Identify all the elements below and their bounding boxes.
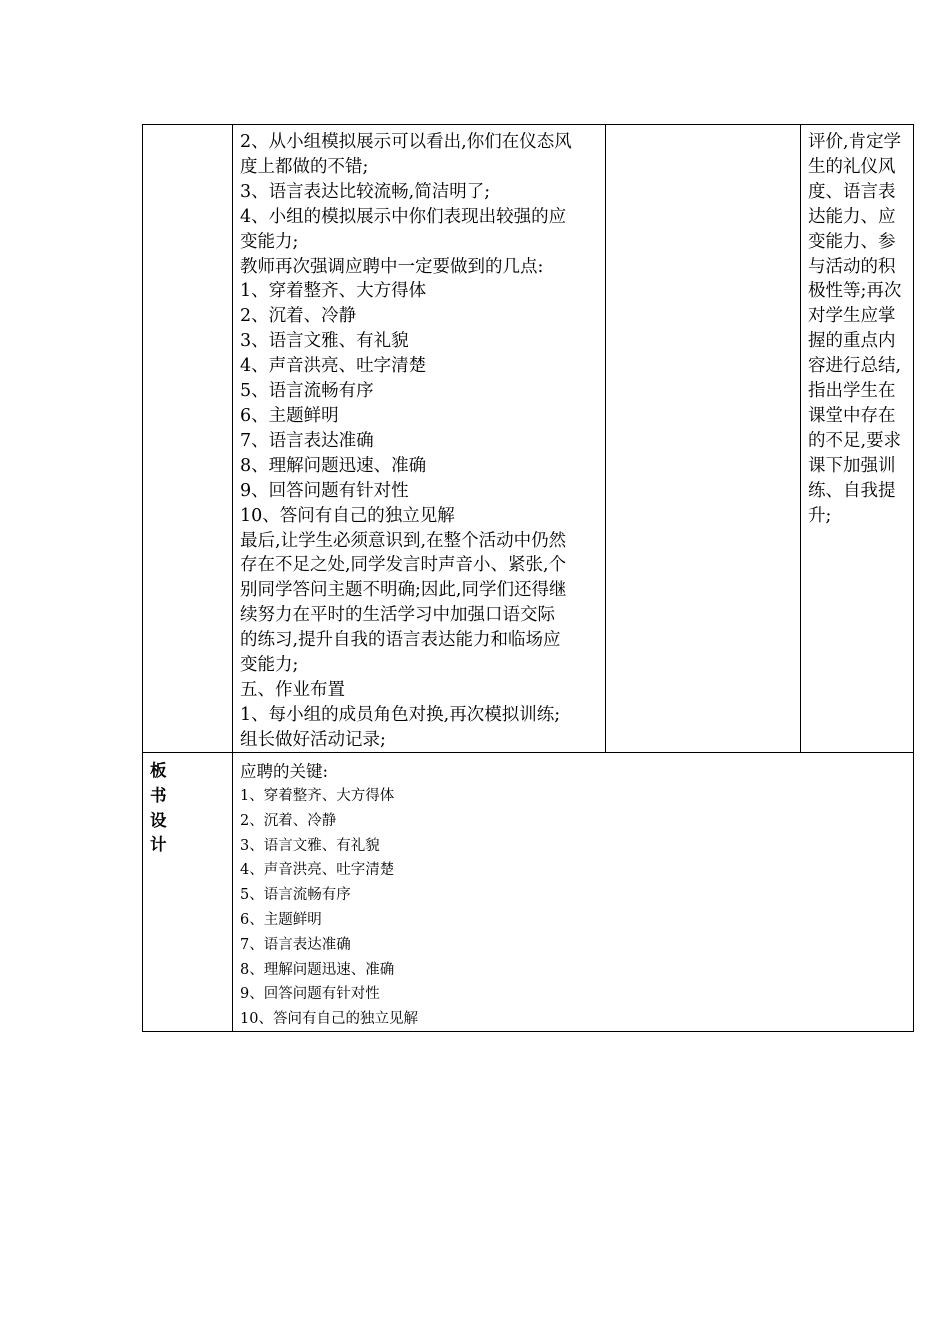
content-line: 6、主题鲜明 (240, 405, 339, 426)
intent-line: 课下加强训 (808, 455, 896, 476)
intent-line: 课堂中存在 (808, 405, 896, 426)
board-item: 3、语言文雅、有礼貌 (240, 837, 380, 854)
board-item: 10、答问有自己的独立见解 (240, 1011, 418, 1028)
board-item: 7、语言表达准确 (240, 936, 351, 953)
content-line: 1、每小组的成员角色对换,再次模拟训练; (240, 704, 561, 725)
intent-line: 对学生应掌 (808, 306, 896, 327)
content-line: 9、回答问题有针对性 (240, 480, 409, 501)
intent-line: 达能力、应 (808, 206, 896, 227)
content-line: 2、从小组模拟展示可以看出,你们在仪态风 (240, 132, 572, 152)
intent-line: 与活动的积 (808, 256, 896, 277)
content-line: 度上都做的不错; (240, 156, 369, 177)
intent-line: 极性等;再次 (808, 281, 902, 302)
content-line: 4、声音洪亮、吐字清楚 (240, 356, 427, 377)
content-line: 3、语言表达比较流畅,简洁明了; (240, 181, 491, 202)
content-line: 变能力; (240, 231, 299, 252)
content-line: 3、语言文雅、有礼貌 (240, 331, 409, 352)
student-activity-cell (606, 125, 801, 752)
board-item: 9、回答问题有针对性 (240, 986, 380, 1003)
content-line: 最后,让学生必须意识到,在整个活动中仍然 (240, 530, 567, 551)
content-line: 2、沉着、冷静 (240, 306, 357, 327)
label-char: 设 (150, 810, 167, 830)
content-line: 组长做好活动记录; (240, 729, 386, 750)
board-item: 4、声音洪亮、吐字清楚 (240, 862, 395, 879)
content-line: 续努力在平时的生活学习中加强口语交际 (240, 605, 555, 626)
content-line: 7、语言表达准确 (240, 430, 374, 451)
content-line: 8、理解问题迅速、准确 (240, 455, 427, 476)
board-item: 6、主题鲜明 (240, 911, 322, 928)
label-char: 书 (150, 785, 167, 805)
intent-line: 练、自我提 (808, 480, 896, 501)
intent-line: 指出学生在 (808, 381, 896, 402)
intent-line: 变能力、参 (808, 231, 896, 252)
intent-line: 容进行总结, (808, 356, 902, 377)
board-design-label (143, 753, 233, 1031)
lesson-plan-table (142, 124, 914, 1032)
teaching-content-cell (233, 125, 606, 752)
content-line: 教师再次强调应聘中一定要做到的几点: (240, 256, 544, 277)
content-line: 别同学答问主题不明确;因此,同学们还得继 (240, 580, 567, 601)
intent-line: 度、语言表 (808, 181, 896, 202)
label-char: 板 (150, 761, 167, 780)
intent-line: 握的重点内 (808, 331, 896, 352)
board-design-row (142, 753, 914, 1032)
board-item: 2、沉着、冷静 (240, 812, 337, 829)
board-item: 8、理解问题迅速、准确 (240, 961, 395, 978)
section-label-cell (143, 125, 233, 752)
label-char: 计 (150, 835, 167, 855)
intent-line: 评价,肯定学 (808, 132, 902, 152)
board-heading: 应聘的关键: (240, 762, 329, 781)
content-line: 变能力; (240, 655, 299, 676)
intent-line: 生的礼仪风 (808, 156, 896, 177)
content-line: 五、作业布置 (240, 679, 345, 700)
design-intent-cell (801, 125, 913, 752)
content-line: 存在不足之处,同学发言时声音小、紧张,个 (240, 555, 567, 576)
board-design-content (233, 753, 913, 1031)
intent-line: 升; (808, 505, 832, 526)
intent-line: 的不足,要求 (808, 430, 902, 451)
table-row (142, 124, 914, 753)
content-line: 1、穿着整齐、大方得体 (240, 281, 427, 302)
content-line: 5、语言流畅有序 (240, 381, 374, 402)
content-line: 4、小组的模拟展示中你们表现出较强的应 (240, 206, 567, 227)
board-item: 1、穿着整齐、大方得体 (240, 788, 395, 804)
content-line: 的练习,提升自我的语言表达能力和临场应 (240, 630, 561, 651)
board-item: 5、语言流畅有序 (240, 887, 351, 904)
content-line: 10、答问有自己的独立见解 (240, 505, 455, 526)
